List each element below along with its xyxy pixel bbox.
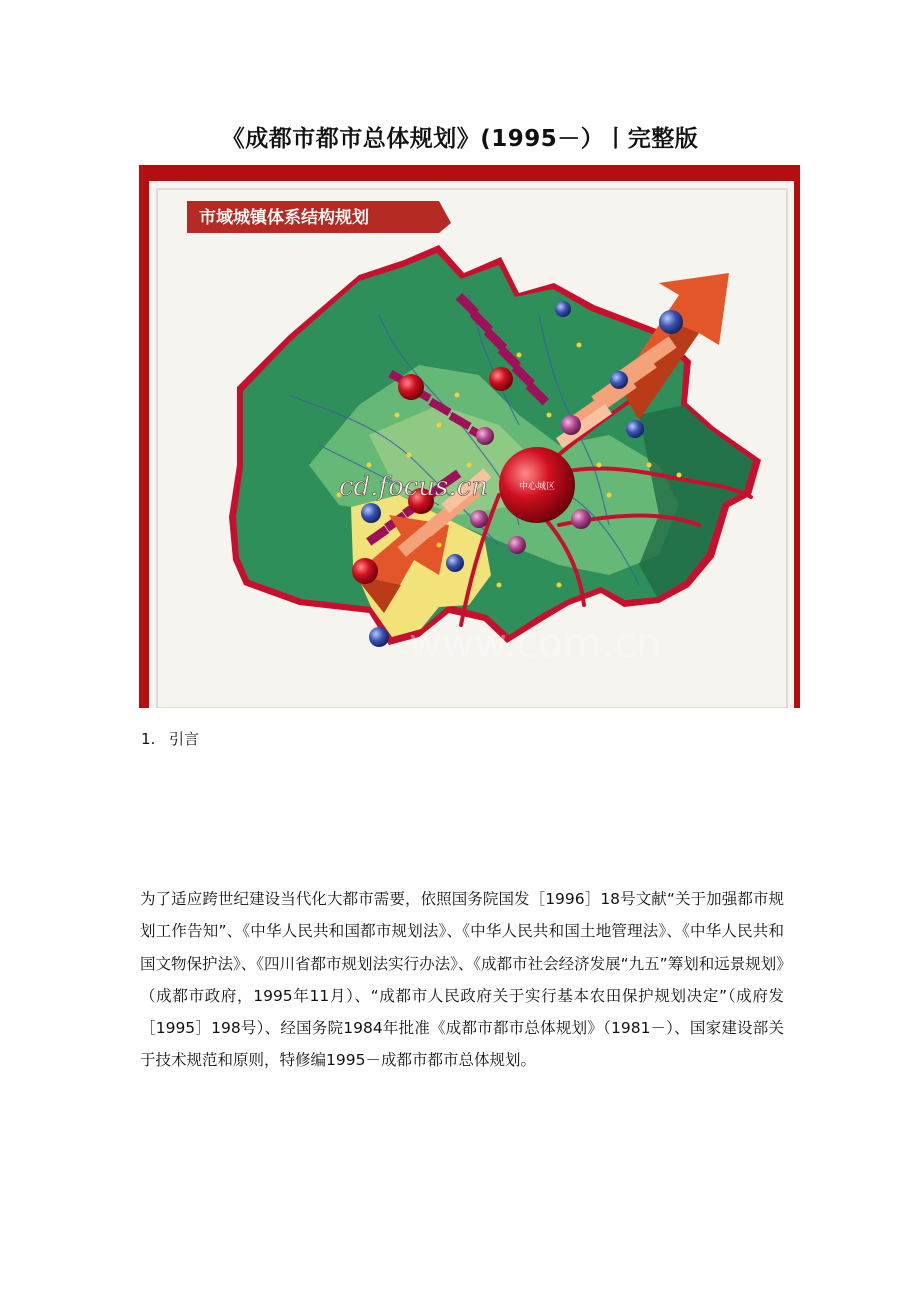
- town-node-blue: [369, 627, 389, 647]
- town-node-blue: [361, 503, 381, 523]
- town-node-purple: [470, 510, 488, 528]
- central-city-label: 中心城区: [518, 482, 556, 492]
- watermark-secondary: www.com.cn: [409, 621, 662, 667]
- town-node-purple: [561, 415, 581, 435]
- document-title: 《成都市都市总体规划》(1995－）丨完整版: [221, 126, 699, 152]
- town-node-blue: [610, 371, 628, 389]
- section-number: 1.: [141, 730, 156, 748]
- town-node-red: [398, 374, 424, 400]
- town-node-blue: [659, 310, 683, 334]
- map-graphic: [139, 165, 800, 708]
- body-paragraph: 为了适应跨世纪建设当代化大都市需要，依照国务院国发［1996］18号文献“关于加强都市规划工作告知”、《中华人民共和国都市规划法》、《中华人民共和国土地管理法》、《中华人民共和国文物保护法》、《四川省都市规划法实行办法》、《成都市社会经济发展“九五”筹划和远景规划》（成都市政府，1995年11月）、“成都市人民政府关于实行基本农田保护规划决定”（成府发［1995］198号）、经国务院1984年批准《成都市都市总体规划》（1981－）、国家建设部关于技术规范和原则，特修编1995－成都市都市总体规划。: [140, 890, 784, 1070]
- town-node-blue: [626, 420, 644, 438]
- planning-map-figure: [139, 165, 800, 708]
- town-node-blue: [555, 301, 571, 317]
- town-node-purple: [571, 509, 591, 529]
- watermark-primary: cd.focus.cn: [339, 472, 488, 502]
- town-node-red: [489, 367, 513, 391]
- map-banner-text: 市域城镇体系结构规划: [199, 208, 369, 228]
- section-heading: [141, 728, 199, 749]
- town-node-purple: [476, 427, 494, 445]
- town-node-purple: [508, 536, 526, 554]
- town-node-red: [352, 558, 378, 584]
- town-node-blue: [446, 554, 464, 572]
- section-title: 引言: [169, 730, 200, 748]
